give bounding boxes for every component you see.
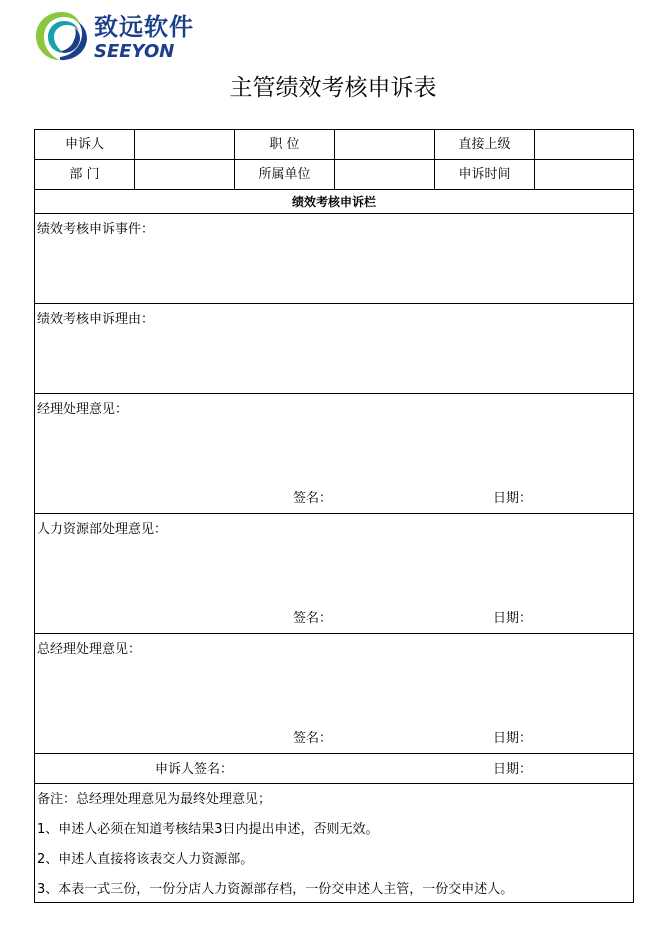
department-field[interactable] [135,160,234,189]
hr-sign-label: 签名： [293,611,333,626]
divider [35,393,633,394]
manager-opinion-label: 经理处理意见： [37,402,129,417]
logo-english-text: SEEYON [94,41,175,62]
manager-date-label: 日期： [493,491,533,506]
appeal-event-field[interactable] [35,240,633,302]
note-item-3: 3、本表一式三份，一份分店人力资源部存档，一份交申述人主管，一份交申述人。 [37,882,514,897]
appeal-form [34,129,634,903]
page-title: 主管绩效考核申诉表 [229,75,437,101]
appellant-sign-label: 申诉人签名： [155,762,234,777]
label-appellant: 申诉人 [64,137,104,152]
gm-opinion-field[interactable] [35,660,633,720]
appeal-time-field[interactable] [535,160,633,189]
position-field[interactable] [335,130,434,159]
label-appeal-time: 申诉时间 [458,167,511,182]
appellant-field[interactable] [135,130,234,159]
label-department: 部 门 [69,167,100,182]
hr-opinion-label: 人力资源部处理意见： [37,522,168,537]
gm-sign-label: 签名： [293,731,333,746]
note-item-2: 2、申述人直接将该表交人力资源部。 [37,852,254,867]
gm-date-label: 日期： [493,731,533,746]
label-unit: 所属单位 [258,167,311,182]
appeal-event-label: 绩效考核申诉事件： [37,222,155,237]
seeyon-logo-mark-icon [34,9,90,63]
appellant-date-label: 日期： [493,762,533,777]
direct-supervisor-field[interactable] [535,130,633,159]
section-title: 绩效考核申诉栏 [291,195,376,209]
logo-chinese-text: 致远软件 [94,13,194,41]
note-item-1: 1、申述人必须在知道考核结果3日内提出申述，否则无效。 [37,822,379,837]
divider [35,783,633,784]
divider [35,303,633,304]
appeal-reason-field[interactable] [35,330,633,392]
label-position: 职 位 [269,137,300,152]
divider [35,753,633,754]
appeal-reason-label: 绩效考核申诉理由： [37,312,155,327]
manager-sign-label: 签名： [293,491,333,506]
hr-date-label: 日期： [493,611,533,626]
seeyon-logo [34,9,204,63]
note-remark: 备注：总经理处理意见为最终处理意见； [37,792,272,807]
gm-opinion-label: 总经理处理意见： [37,642,142,657]
divider [35,513,633,514]
divider [35,633,633,634]
hr-opinion-field[interactable] [35,540,633,600]
unit-field[interactable] [335,160,434,189]
manager-opinion-field[interactable] [35,420,633,480]
label-direct-supervisor: 直接上级 [458,137,511,152]
